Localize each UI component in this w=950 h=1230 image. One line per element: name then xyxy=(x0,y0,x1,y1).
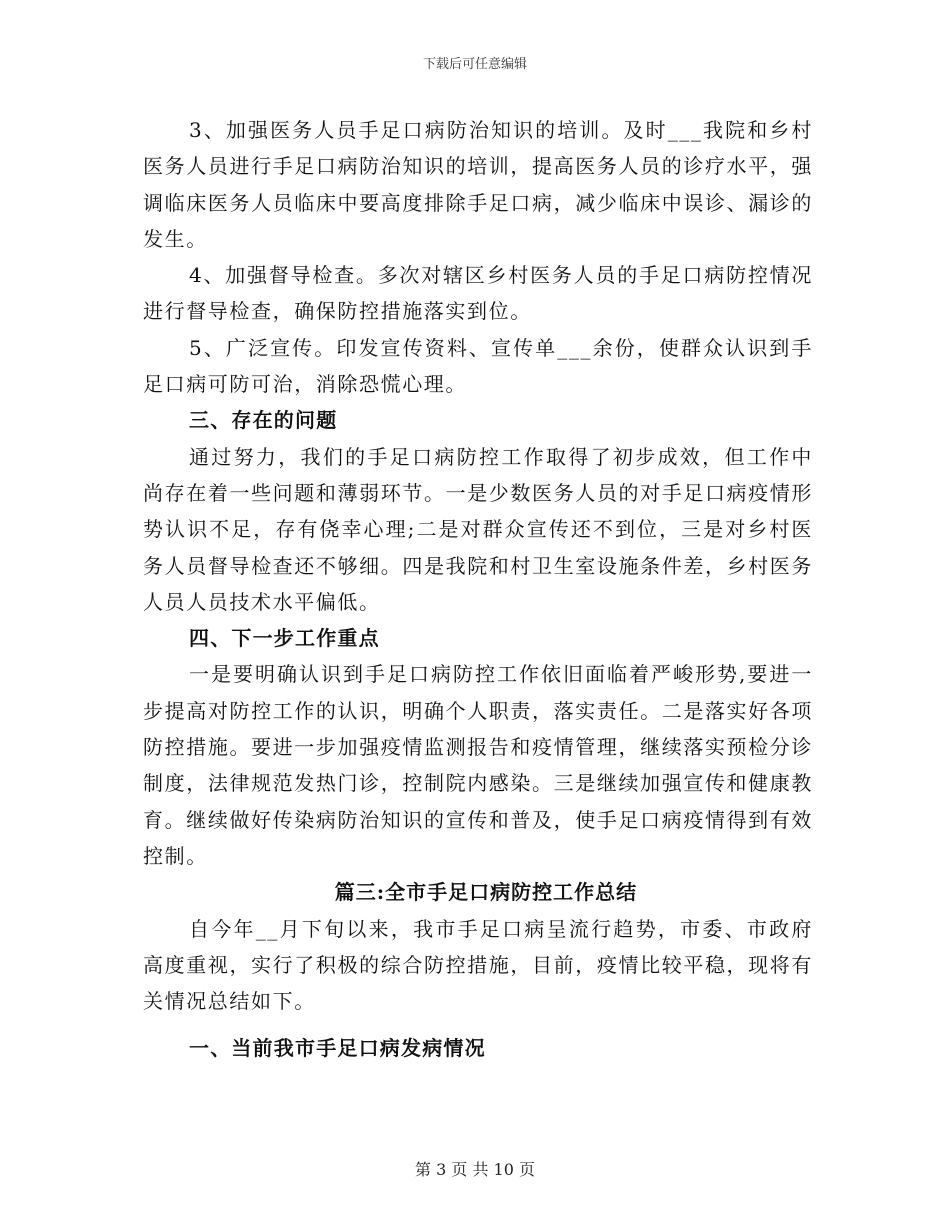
heading-current-situation: 一、当前我市手足口病发病情况 xyxy=(189,1036,486,1061)
spacer xyxy=(143,1019,813,1030)
paragraph-intro-summary: 自今年__月下旬以来，我市手足口病呈流行趋势，市委、市政府高度重视，实行了积极的综合防控措施，目前，疫情比较平稳，现将有关情况总结如下。 xyxy=(143,916,813,1014)
heading-next-steps: 四、下一步工作重点 xyxy=(189,626,380,651)
heading-existing-problems: 三、存在的问题 xyxy=(189,408,338,433)
page-header-note: 下载后可任意编辑 xyxy=(422,57,527,72)
paragraph-item-3-training: 3、加强医务人员手足口病防治知识的培训。及时___我院和乡村医务人员进行手足口病防治知识的培训，提高医务人员的诊疗水平，强调临床医务人员临床中要高度排除手足口病，减少临床中误诊、漏诊的发生。 xyxy=(143,118,813,251)
page-number-footer: 第 3 页 共 10 页 xyxy=(415,1160,535,1179)
document-body xyxy=(143,112,813,1067)
paragraph-next-steps: 一是要明确认识到手足口病防控工作依旧面临着严峻形势,要进一步提高对防控工作的认识，明确个人职责，落实责任。二是落实好各项防控措施。要进一步加强疫情监测报告和疫情管理，继续落实预检分诊制度，法律规范发热门诊，控制院内感染。三是继续加强宣传和健康教育。继续做好传染病防治知识的宣传和普及，使手足口病疫情得到有效控制。 xyxy=(143,662,813,868)
paragraph-item-5-publicity: 5、广泛宣传。印发宣传资料、宣传单___余份，使群众认识到手足口病可防可治，消除恐慌心理。 xyxy=(143,335,813,397)
section-title-part-three: 篇三:全市手足口病防控工作总结 xyxy=(334,880,638,905)
paragraph-item-4-inspection: 4、加强督导检查。多次对辖区乡村医务人员的手足口病防控情况进行督导检查，确保防控措施落实到位。 xyxy=(143,263,813,324)
paragraph-problems: 通过努力，我们的手足口病防控工作取得了初步成效，但工作中尚存在着一些问题和薄弱环节。一是少数医务人员的对手足口病疫情形势认识不足，存有侥幸心理;二是对群众宣传还不到位，三是对乡村医务人员督导检查还不够细。四是我院和村卫生室设施条件差，乡村医务人员人员技术水平偏低。 xyxy=(143,444,813,614)
